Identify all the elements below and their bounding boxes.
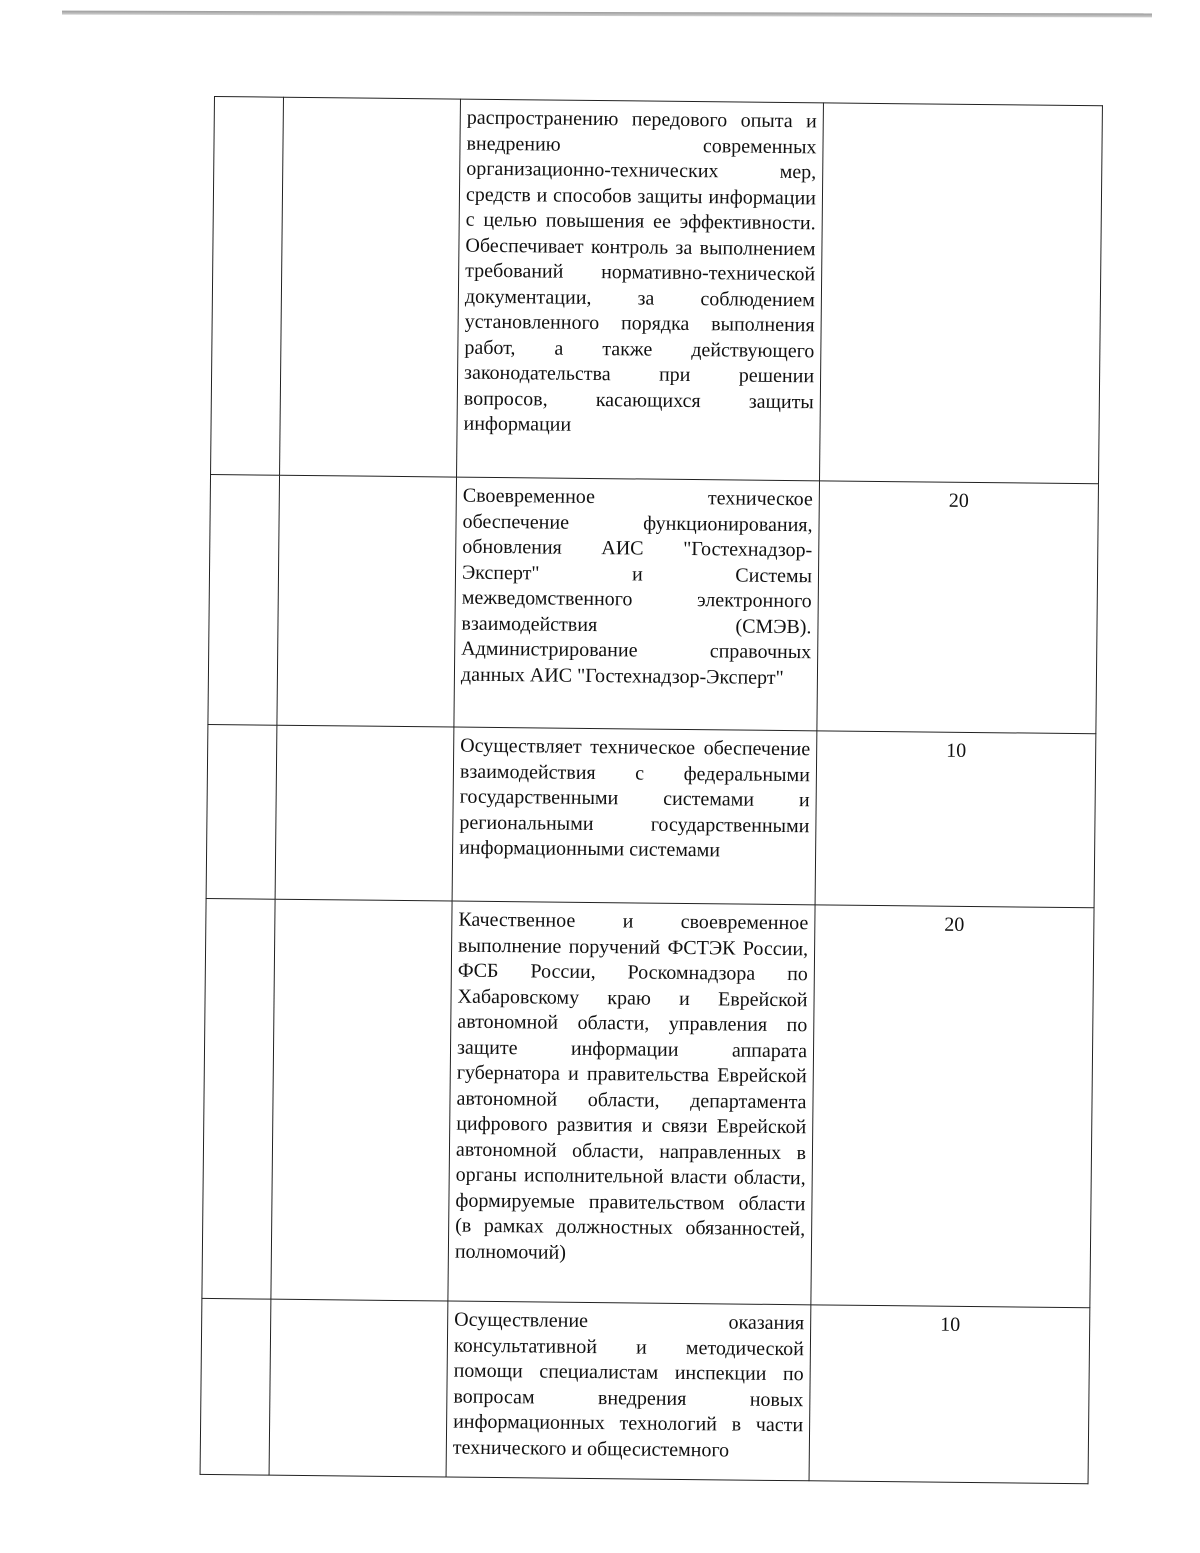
description-text: Осуществление оказания консультативной и методической помощи специалистам инспекции по вопросам внедрения новых информационных технологий в части технического и общесистемного xyxy=(452,1308,805,1461)
table-row xyxy=(200,1298,1090,1483)
points-value: 10 xyxy=(946,739,967,762)
position-cell xyxy=(271,899,452,1301)
points-cell xyxy=(815,731,1096,908)
table-row xyxy=(202,898,1094,1307)
description-text: Качественное и своевременное выполнение поручений ФСТЭК России, ФСБ России, Роскомнадзора по Хабаровскому краю и Еврейской автономной области, управления по защите информации аппарата губернатора и правительства Еврейской автономной области, департамента цифрового развития и связи Еврейской автономной области, направленных в органы исполнительной власти области, формируемые правительством области (в рамках должностных обязанностей, полномочий) xyxy=(454,908,809,1264)
position-cell xyxy=(275,725,454,901)
number-cell xyxy=(208,474,280,725)
points-value: 20 xyxy=(948,489,969,512)
number-cell xyxy=(211,97,284,476)
description-cell xyxy=(448,901,815,1305)
description-cell xyxy=(452,727,817,905)
description-cell xyxy=(454,477,820,731)
position-cell xyxy=(269,1299,448,1477)
criteria-table xyxy=(200,96,1103,1484)
points-value: 20 xyxy=(944,913,965,936)
points-cell xyxy=(809,1305,1090,1484)
points-cell xyxy=(811,905,1094,1308)
scan-edge-line xyxy=(62,11,1152,18)
table-row xyxy=(211,97,1103,484)
table-row xyxy=(208,474,1099,733)
description-cell xyxy=(457,99,824,481)
position-cell xyxy=(277,475,457,727)
document-page xyxy=(200,96,1082,1484)
description-cell xyxy=(446,1301,811,1481)
number-cell xyxy=(202,898,275,1299)
points-value: 10 xyxy=(940,1313,961,1336)
table-row xyxy=(206,724,1096,907)
description-text: Осуществляет техническое обеспечение взаимодействия с федеральными государственными системами и региональными государственными информационными системами xyxy=(459,734,811,862)
number-cell xyxy=(200,1298,271,1475)
description-text: распространению передового опыта и внедрению современных организационно-технических мер, средств и способов защиты информации с целью повышения ее эффективности. Обеспечивает контроль за выполнением требований нормативно-технической документации, за соблюдением установленного порядка выполнения работ, а также действующего законодательства при решении вопросов, касающихся защиты информации xyxy=(463,106,817,436)
description-text: Своевременное техническое обеспечение функционирования, обновления АИС "Гостехнадзор-Эксперт" и Системы межведомственного электронного взаимодействия (СМЭВ). Администрирование справочных данных АИС "Гостехнадзор-Эксперт" xyxy=(460,484,813,689)
position-cell xyxy=(280,97,461,477)
points-cell xyxy=(820,103,1103,484)
points-cell xyxy=(817,481,1099,734)
number-cell xyxy=(206,724,277,899)
